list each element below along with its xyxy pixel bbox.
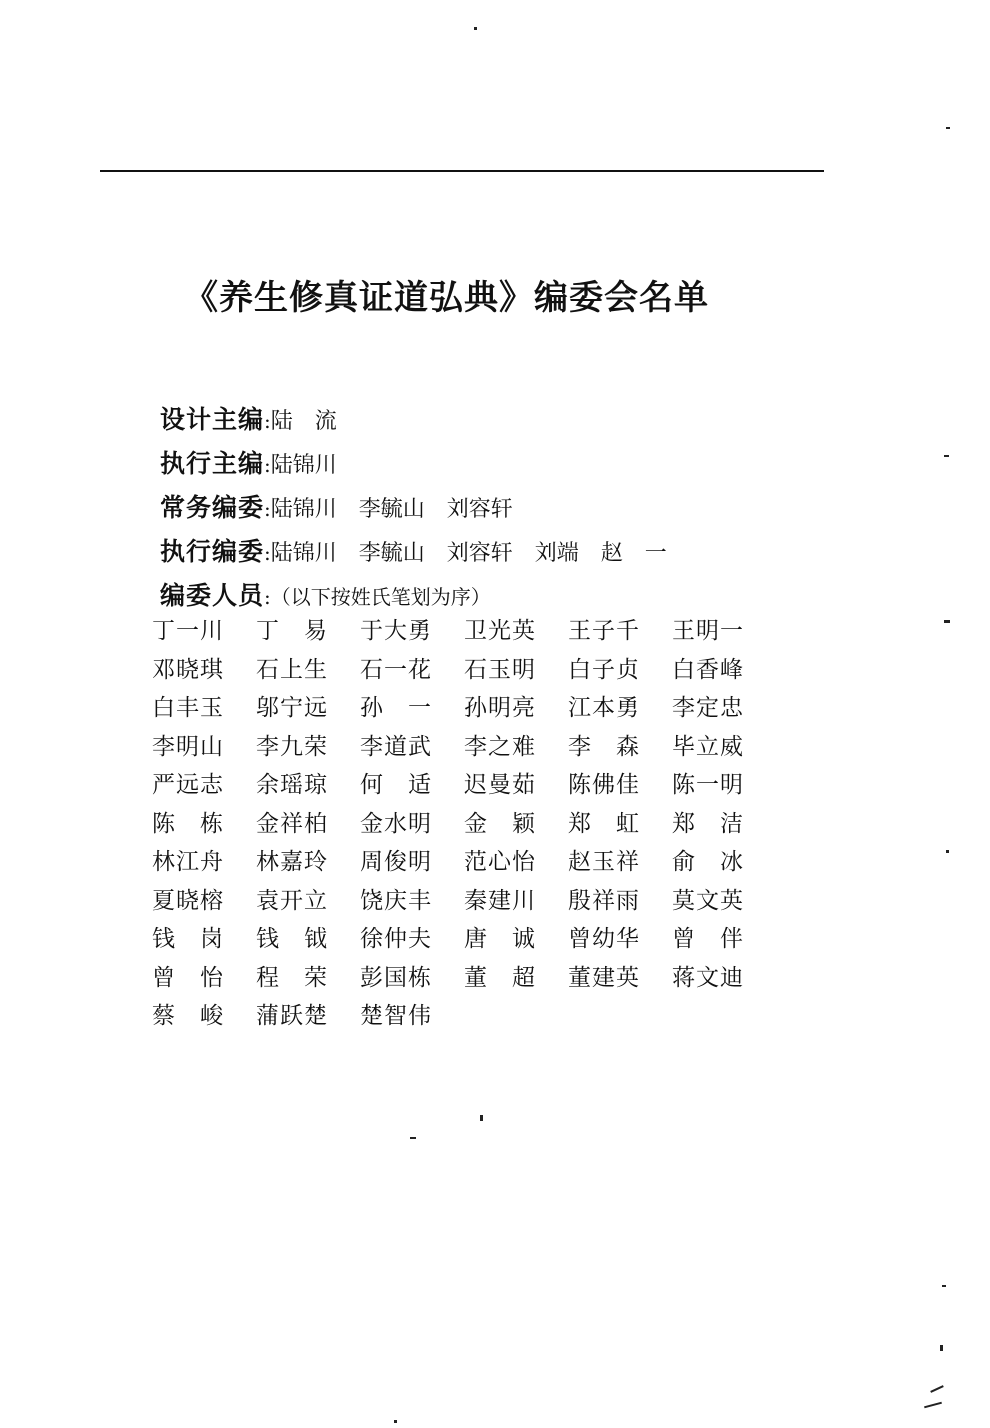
scan-speck [944,620,950,623]
role-label: 执行主编 [160,449,265,478]
member-name: 莫文英 [672,887,744,914]
scan-speck [942,1285,946,1287]
role-executive-editors [160,530,667,574]
member-name: 夏晓榕 [152,887,224,914]
member-name: 林嘉玲 [256,849,328,875]
role-colon: : [264,541,271,565]
member-name: 钱 岗 [152,926,224,952]
role-value: 陆锦川 李毓山 刘容轩 [270,497,513,522]
member-name: 徐仲夫 [360,926,432,952]
role-note: （以下按姓氏笔划为序） [270,585,491,609]
editorial-roles [160,398,667,618]
member-name: 林江舟 [152,849,224,875]
member-name: 石玉明 [464,656,536,683]
member-name: 陈 栋 [152,810,224,837]
role-value: 陆锦川 [270,453,337,478]
member-name: 董 超 [464,964,536,991]
member-name: 白丰玉 [152,695,224,721]
member-name: 殷祥雨 [568,887,640,914]
member-name: 余瑶琼 [256,772,328,798]
scan-speck [930,1385,944,1393]
page-title: 《养生修真证道弘典》编委会名单 [184,278,709,318]
member-name: 陈一明 [672,772,744,798]
role-executive-chief-editor [160,442,667,486]
member-name: 王明一 [672,618,744,644]
member-name: 孙 一 [360,695,432,721]
member-name: 赵玉祥 [568,849,640,875]
role-value: 陆 流 [270,409,337,434]
member-name: 于大勇 [360,618,432,644]
member-name: 石上生 [256,656,328,683]
role-colon: : [264,497,271,521]
scan-speck [480,1115,483,1121]
member-name: 楚智伟 [360,1003,432,1029]
member-name: 李之难 [464,733,536,760]
role-colon: : [264,453,271,477]
role-label: 编委人员 [160,581,265,610]
scan-speck [946,127,950,129]
member-name: 金水明 [360,810,432,837]
member-name: 卫光英 [464,618,536,644]
member-name: 秦建川 [464,887,536,914]
member-name: 程 荣 [256,964,328,991]
member-name: 江本勇 [568,695,640,721]
member-name: 王子千 [568,618,640,644]
member-name: 迟曼茹 [464,772,536,798]
member-name: 李道武 [360,733,432,760]
role-colon: : [264,585,271,609]
role-standing-editors [160,486,667,530]
member-name: 周俊明 [360,849,432,875]
role-colon: : [264,409,271,433]
member-name: 俞 冰 [672,849,744,875]
scan-speck [410,1137,416,1139]
member-name: 李定忠 [672,695,744,721]
member-name: 邓晓琪 [152,656,224,683]
member-name: 蒋文迪 [672,964,744,991]
member-name: 曾幼华 [568,926,640,952]
member-name: 饶庆丰 [360,887,432,914]
scan-speck [944,455,949,457]
role-value: 陆锦川 李毓山 刘容轩 刘端 赵 一 [270,541,667,566]
member-name: 李九荣 [256,733,328,760]
member-name: 董建英 [568,964,640,991]
member-name: 严远志 [152,772,224,798]
member-name: 邬宁远 [256,695,328,721]
role-design-chief-editor [160,398,667,442]
member-name: 钱 钺 [256,926,328,952]
role-label: 执行编委 [160,537,265,566]
member-name: 金祥柏 [256,810,328,837]
member-name: 曾 伴 [672,926,744,952]
scan-speck [940,1345,943,1351]
scan-speck [474,27,477,30]
member-name: 孙明亮 [464,695,536,721]
member-name: 范心怡 [464,849,536,875]
member-name: 郑 虹 [568,810,640,837]
member-name: 唐 诚 [464,926,536,952]
member-name: 丁一川 [152,618,224,644]
member-name: 李明山 [152,733,224,760]
member-name: 金 颖 [464,810,536,837]
member-name: 石一花 [360,656,432,683]
member-name: 陈佛佳 [568,772,640,798]
member-name: 郑 洁 [672,810,744,837]
member-name: 何 适 [360,772,432,798]
header-rule [100,170,824,172]
member-name: 白香峰 [672,656,744,683]
member-name: 蒲跃楚 [256,1003,328,1029]
member-name: 李 森 [568,733,640,760]
member-name: 袁开立 [256,887,328,914]
member-name: 白子贞 [568,656,640,683]
member-name: 毕立威 [672,733,744,760]
role-label: 设计主编 [160,405,265,434]
member-name: 彭国栋 [360,964,432,991]
member-name: 曾 怡 [152,964,224,991]
role-label: 常务编委 [160,493,265,522]
member-name: 丁 易 [256,618,328,644]
scan-speck [924,1402,942,1409]
scan-speck [946,850,949,853]
scan-speck [394,1420,397,1423]
member-name: 蔡 峻 [152,1003,224,1029]
member-name-list [152,612,792,1036]
